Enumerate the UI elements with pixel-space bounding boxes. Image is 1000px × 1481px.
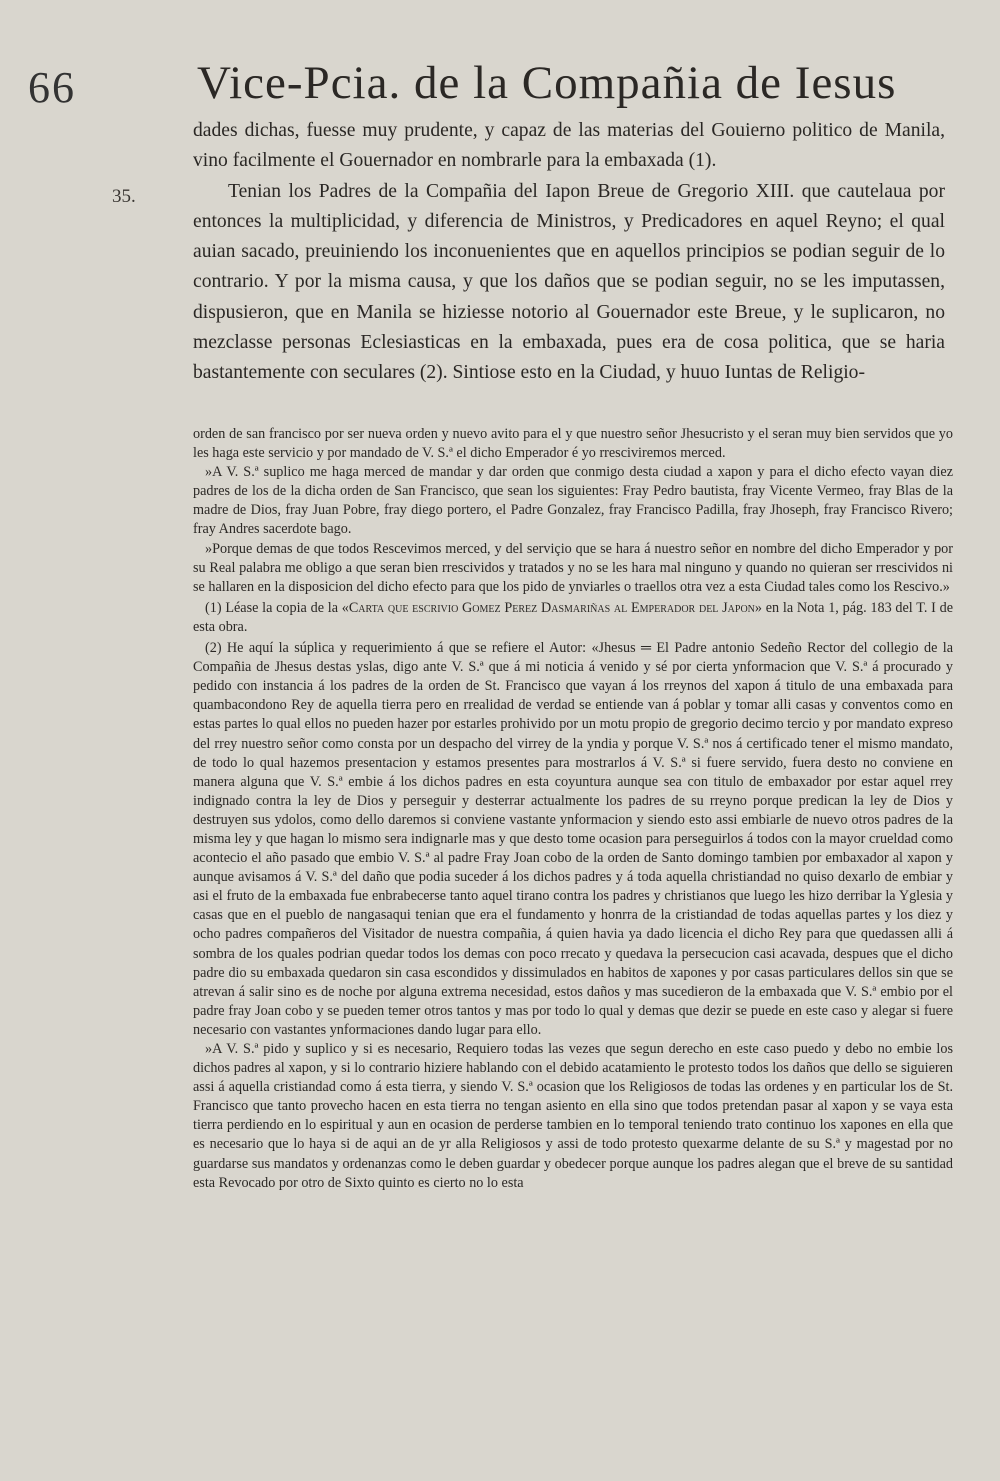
footnote-marker: (2): [205, 640, 222, 657]
paragraph: dades dichas, fuesse muy prudente, y capaz de las materias del Gouierno politico de Manila, vino facilmente el Gouernador en nombrarle para la embaxada (1).: [193, 120, 945, 172]
footnote-1: [193, 599, 953, 637]
footnotes: [193, 425, 953, 1193]
footnote-continuation: »A V. S.ª pido y suplico y si es necesario, Requiero todas las vezes que segun derecho en este caso puedo y debo no embie los dichos padres al xapon, y si lo contrario hiziere hablando con el debido acatamiento le protesto todos los daños que dello se siguieren assi á aquella cristiandad como á esta tierra, y siendo V. S.ª ocasion que los Religiosos de todas las ordenes y en particular los de St. Francisco que tanto provecho hacen en esta tierra no tengan asiento en ella sino que todos pretendan pasar al xapon y se vaya esta tierra perdiendo en lo espiritual y aun en ocasion de perderse tambien en lo temporal teniendo trato continuo los xapones en ella que es necesario que lo haya si de aqui an de yr alla Religiosos y assi de todo protesto quexarme delante de su S.ª y magestad por no guardarse sus mandatos y ordenanzas como le deben guardar y obedecer porque aunque los padres alegan que el breve de su santidad esta Revocado por otro de Sixto quinto es cierto no lo esta: [193, 1041, 953, 1191]
main-text: [193, 116, 945, 389]
footnote-text: » en la Nota 1, pág. 183 del T. I de esta obra.: [193, 599, 954, 635]
footnote-text: He aquí la súplica y requerimiento á que se refiere el Autor: «Jhesus ═ El Padre antonio Sedeño Rector del collegio de la Compañia de Jhesus destas yslas, digo ante V. S.ª que á mi noticia á venido y sé por cierta ynformacion que V. S.ª á procurado y pedido con instancia á los padres de la orden de St. Francisco que vayan á los rreynos del xapon á titulo de una embaxada para quambacondono Rey de aquella tierra pero en rrealidad de verdad se entiende van á poblar y tomar alli casas y conventos como en estas partes lo qual ellos no pueden hazer por estarles prohivido por un motu propio de gregorio decimo tercio y por mandato expreso del rrey nuestro señor como consta por un despacho del virrey de la yndia y porque V. S.ª nos á certificado tener el mismo mandato, de todo lo qual hazemos presentacion y estamos presentes para mostrarlos á V. S.ª si fuere servido, fuera desto no conviene en manera alguna que V. S.ª embie á los dichos padres en esta coyuntura aunque sea con titulo de embaxador por estar aquel rrey indignado contra la ley de Dios y perseguir y desterrar actualmente los padres de su rreyno porque predican la ley de Dios y destruyen sus ydolos, como dello daremos si conviene vastante ynformacion y siendo esto assi embiarle de nuevo otros padres de la misma ley y que hagan lo mismo sera indignarle mas y que desto tome ocasion para perseguirlos á todos con la mayor crueldad como acontecio el año pasado que embio V. S.ª al padre Fray Joan cobo de la orden de Santo domingo tambien por embaxador al xapon y aunque avisamos á V. S.ª del daño que podia suceder á los dichos padres y á toda aquella christiandad no quiso dexarlo de embiar y asi el fruto de la embaxada fue enbrabecerse tanto aquel tirano contra los padres y christianos que luego les hizo derribar la Yglesia y casas que en el pueblo de nangasaqui tenian que era el fundamento y honrra de la cristiandad de todas aquellas partes y los diez y ocho padres compañeros del Visitador de nuestra compañia, á quien havia ya dado licencia el dicho Rey para que quedassen alli á sombra de los quales podrian quedar todos los demas con poco rrecato y quedava la persecucion casi acavada, despues que el dicho padre dio su embaxada quedaron sin casa escondidos y dissimulados en habitos de xapones y por casas particulares dellos sin que se atrevan á salir sino es de noche por alguna extrema necesidad, estos daños y mas sucedieron de la embaxada que V. S.ª embio por el padre fray Joan cobo y se pueden temer otros tantos y mas por todo lo qual y demas que dezir se puede en este caso y alegar si fuere necesario con vastantes ynformaciones dando lugar para ello.: [193, 640, 954, 1038]
footnote-continuation: »A V. S.ª suplico me haga merced de mandar y dar orden que conmigo desta ciudad a xapon y para el dicho efecto vayan diez padres de los de la dicha orden de San Francisco, que sean los siguientes: Fray Pedro bautista, fray Vicente Vermeo, fray Blas de la madre de Dios, fray Juan Pobre, fray diego portero, el Padre Gonzalez, fray Francisco Padilla, fray Jhoseph, fray Francisco Rivero; fray Andres sacerdote bago.: [193, 464, 953, 538]
footnote-text: Léase la copia de la «: [225, 599, 349, 616]
footnote-marker: (1): [205, 599, 222, 616]
footnote-2: [193, 639, 953, 1040]
page-number: 66: [28, 63, 76, 112]
footnote-continuation: »Porque demas de que todos Rescevimos merced, y del serviçio que se hara á nuestro señor en nombre del dicho Emperador y por su Real palabra me obligo a que seran bien rrescividos y tratados y no se les hara mal ninguno y quando no quieran ser rrescividos ni se hallaren en la disposicion del dicho efecto para que los pido de ynviarles o traellos otra vez a esta Ciudad tales como los Rescivo.»: [193, 540, 953, 595]
footnote-cited-title: Carta que escrivio Gomez Perez Dasmariñas al Emperador del Japon: [348, 599, 755, 616]
paragraph: Tenian los Padres de la Compañia del Iapon Breue de Gregorio XIII. que cautelaua por entonces la multiplicidad, y diferencia de Ministros, y Predicadores en aquel Reyno; el qual auian sacado, preuiniendo los inconuenientes que en aquellos principios se podian seguir de lo contrario. Y por la misma causa, y que los daños que se podian seguir, no se les imputassen, dispusieron, que en Manila se hiziesse notorio al Gouernador este Breue, y le suplicaron, no mezclasse personas Eclesiasticas en la embaxada, pues era de cosa politica, que se haria bastantemente con seculares (2). Sintiose esto en la Ciudad, y huuo Iuntas de Religio-: [193, 180, 945, 384]
footnote-continuation: orden de san francisco por ser nueva orden y nuevo avito para el y que nuestro señor Jhesucristo y el seran muy bien servidos que yo les haga este servicio y por mandado de V. S.ª el dicho Emperador é yo rresciviremos merced.: [193, 426, 953, 462]
margin-number: 35.: [112, 186, 136, 207]
running-head: Vice-Pcia. de la Compañia de Iesus: [197, 57, 897, 109]
